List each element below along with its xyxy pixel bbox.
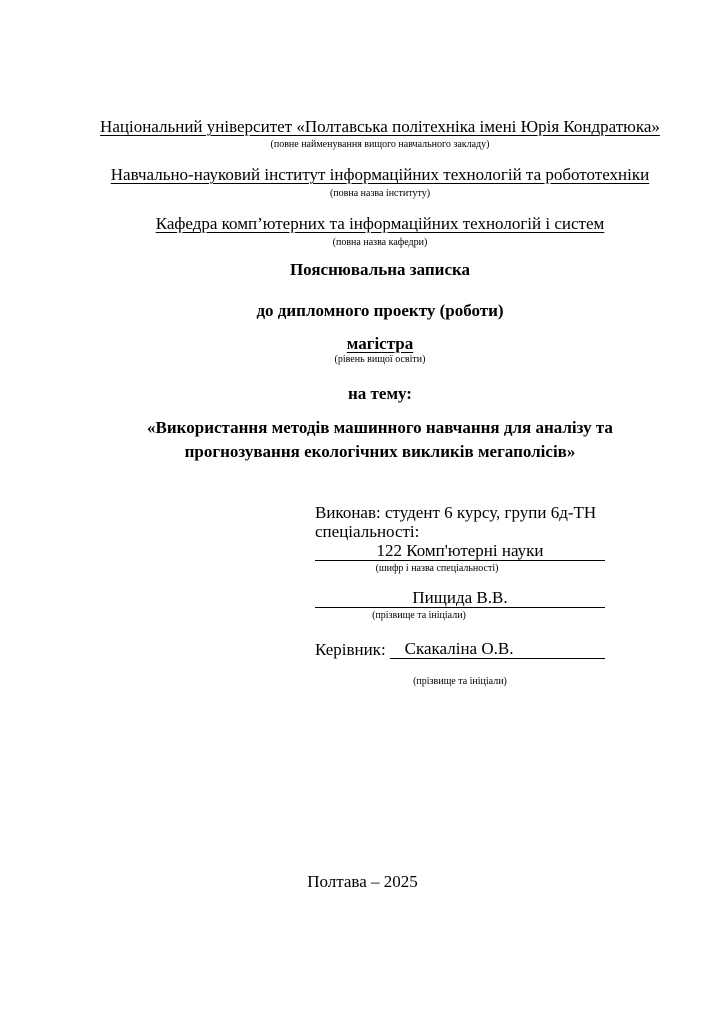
supervisor-label: Керівник:	[315, 640, 386, 659]
supervisor-caption: (прізвище та ініціали)	[413, 676, 507, 687]
topic-line2: прогнозування екологічних викликів мегаполісів»	[184, 442, 576, 461]
university-caption: (повне найменування вищого навчального закладу)	[270, 139, 490, 150]
degree-level: магістра	[346, 334, 414, 353]
performed-by: Виконав: студент 6 курсу, групи 6д-ТН	[315, 503, 597, 522]
department-caption: (повна назва кафедри)	[332, 237, 428, 248]
department-name: Кафедра комп’ютерних та інформаційних технологій і систем	[155, 214, 605, 233]
doc-title-line1: Пояснювальна записка	[289, 260, 471, 279]
university-name: Національний університет «Полтавська політехніка імені Юрія Кондратюка»	[100, 117, 660, 136]
institute-name: Навчально-науковий інститут інформаційних технологій та робототехніки	[110, 165, 650, 184]
specialty-caption: (шифр і назва спеціальності)	[375, 563, 499, 574]
institute-caption: (повна назва інституту)	[329, 188, 431, 199]
executor-block	[315, 503, 605, 688]
specialty-field	[315, 541, 605, 561]
doc-title-line2: до дипломного проекту (роботи)	[256, 301, 504, 320]
degree-caption: (рівень вищої освіти)	[334, 354, 426, 365]
specialty-value: 122 Комп'ютерні науки	[376, 541, 544, 560]
topic-text	[95, 416, 665, 464]
supervisor-row	[315, 639, 605, 659]
student-name-field	[315, 588, 605, 608]
specialty-label: спеціальності:	[315, 522, 420, 541]
topic-label: на тему:	[348, 384, 412, 403]
topic-line1: «Використання методів машинного навчання для аналізу та	[147, 418, 613, 437]
student-name: Пищида В.В.	[412, 588, 508, 607]
supervisor-name: Скакаліна О.В.	[404, 639, 514, 658]
city-year: Полтава – 2025	[307, 872, 418, 891]
supervisor-name-field	[390, 639, 605, 659]
student-name-caption: (прізвище та ініціали)	[372, 610, 466, 621]
